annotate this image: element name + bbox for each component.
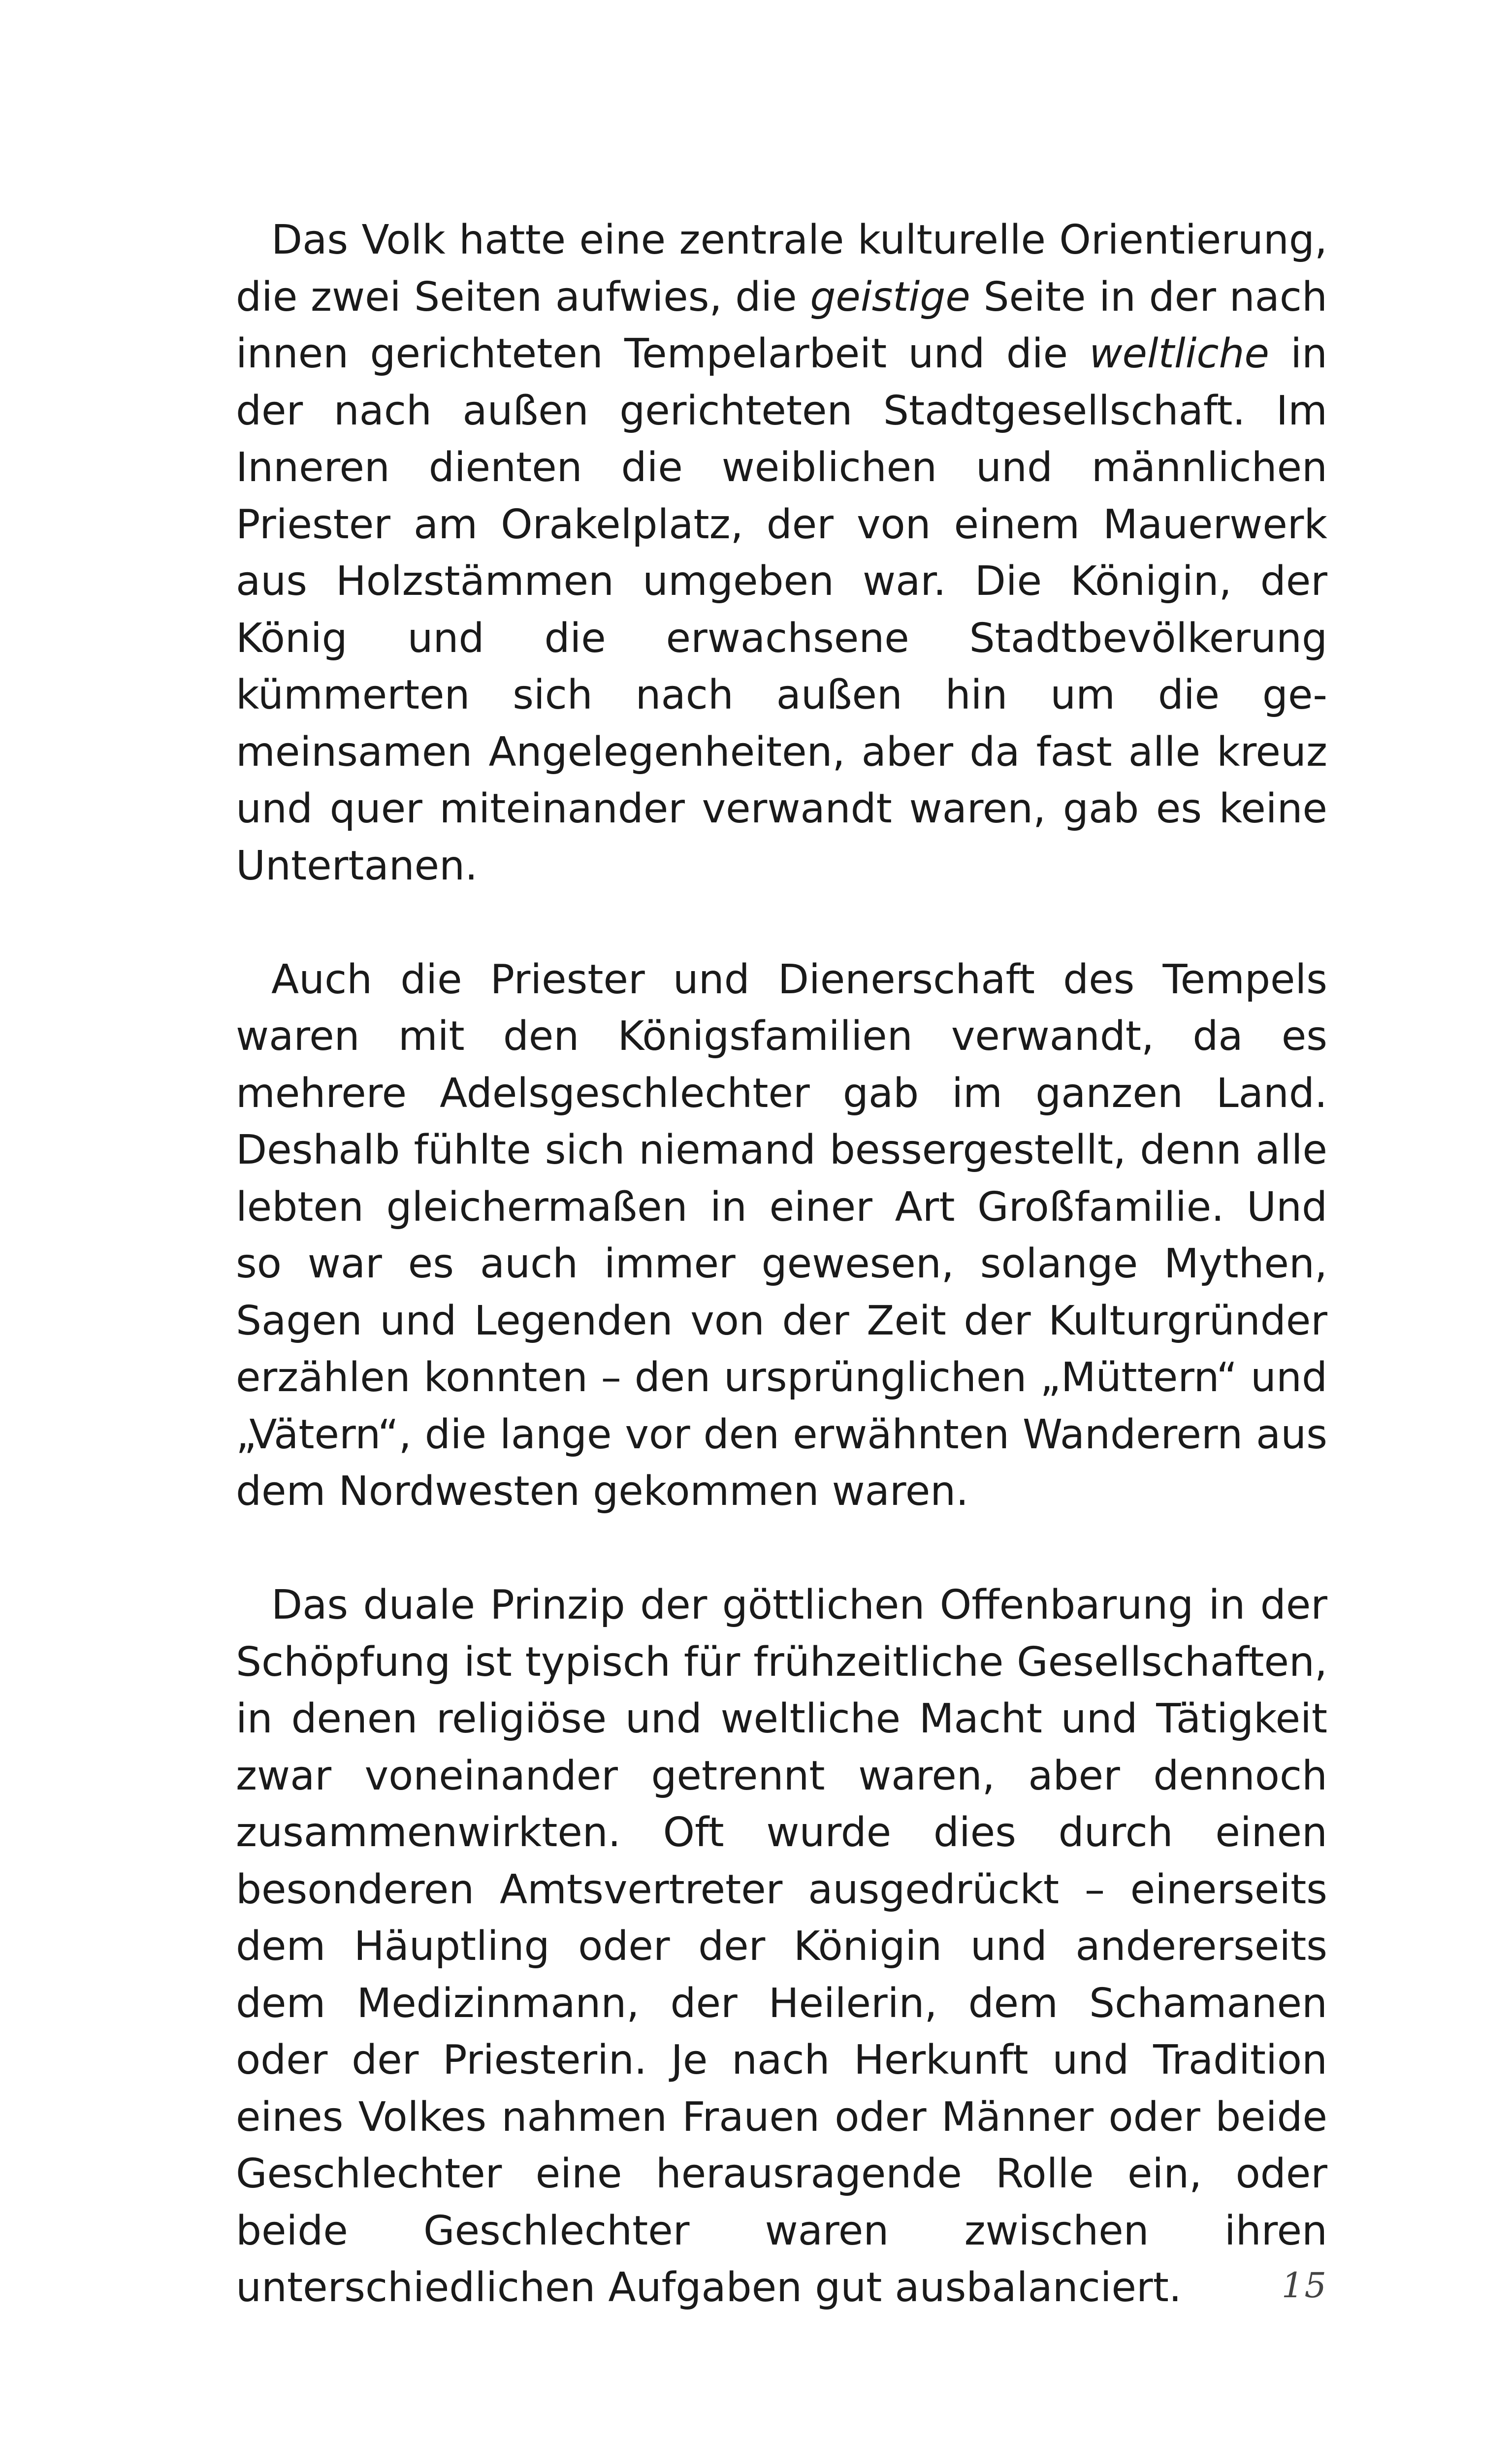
paragraph-1-part-1: Das Volk hatte eine zentrale kulturelle Orientierung, die zwei Seiten aufwies, die — [236, 217, 1327, 321]
paragraph-1-emphasis-geistige: geistige — [810, 273, 970, 321]
paragraph-1 — [236, 212, 1327, 894]
body-text — [236, 212, 1327, 2316]
paragraph-1-emphasis-weltliche: weltliche — [1089, 330, 1269, 377]
paragraph-1-part-3: in der nach außen gerichteten Stadtgesellschaft. Im Inneren dienten die weiblichen und männlichen Priester am Orakelplatz, der von einem Mauerwerk aus Holzstämmen umgeben war. Die Königin, der König und die erwachsene Stadtbevölkerung kümmerten sich nach außen hin um die gemeinsamen Angelegenheiten, aber da fast alle kreuz und quer miteinander verwandt waren, gab es keine Untertanen. — [236, 330, 1327, 889]
paragraph-2: Auch die Priester und Dienerschaft des Tempels waren mit den Königsfamilien verwandt, da es mehrere Adelsgeschlechter gab im ganzen Land. Deshalb fühlte sich niemand bessergestellt, denn alle lebten gleichermaßen in einer Art Großfamilie. Und so war es auch immer gewesen, solange Mythen, Sagen und Legenden von der Zeit der Kulturgründer erzählen konnten – den ursprünglichen „Müttern“ und „Vätern“, die lange vor den erwähnten Wanderern aus dem Nordwesten gekommen waren. — [236, 956, 1327, 1515]
page-number: 15 — [1281, 2265, 1327, 2306]
paragraph-3: Das duale Prinzip der göttlichen Offenbarung in der Schöpfung ist typisch für frühzeitliche Gesellschaften, in denen religiöse und weltliche Macht und Tätigkeit zwar voneinander getrennt waren, aber dennoch zusammenwirkten. Oft wurde dies durch einen besonderen Amtsvertreter ausgedrückt – einerseits dem Häuptling oder der Königin und andererseits dem Medizinmann, der Heilerin, dem Schamanen oder der Priesterin. Je nach Herkunft und Tradition eines Volkes nahmen Frauen oder Männer oder beide Geschlechter eine herausragende Rolle ein, oder beide Geschlechter waren zwischen ihren unterschiedlichen Aufgaben gut ausbalanciert. — [236, 1582, 1327, 2311]
paragraph-1-part-2: Seite in der nach innen gerichteten Tempelarbeit und die — [236, 273, 1327, 377]
